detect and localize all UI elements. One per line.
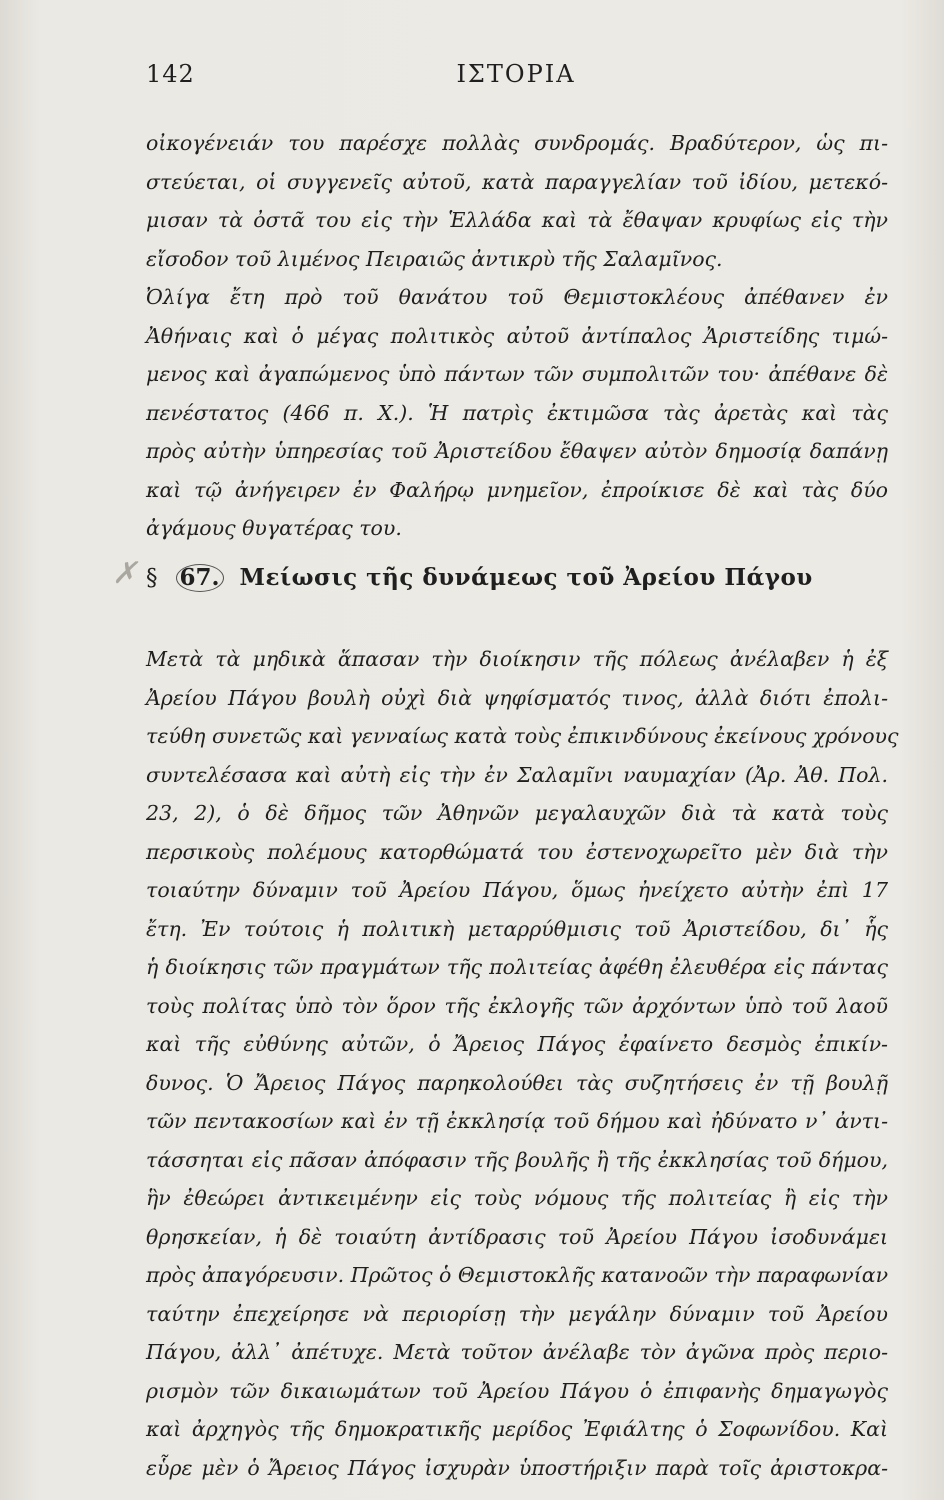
text-line: ταύτην ἐπεχείρησε νὰ περιορίσῃ τὴν μεγάλην δύναμιν τοῦ Ἀρείου: [146, 1301, 888, 1326]
text-line: Πάγου, ἀλλ᾽ ἀπέτυχε. Μετὰ τοῦτον ἀνέλαβε τὸν ἀγῶνα πρὸς περιο-: [146, 1340, 888, 1364]
text-line: πρὸς ἀπαγόρευσιν. Πρῶτος ὁ Θεμιστοκλῆς κατανοῶν τὴν παραφωνίαν: [146, 1263, 889, 1287]
text-line: καὶ τῆς εὐθύνης αὐτῶν, ὁ Ἄρειος Πάγος ἐφαίνετο δεσμὸς ἐπικίν-: [146, 1032, 888, 1056]
text-line: καὶ τῷ ἀνήγειρεν ἐν Φαλήρῳ μνημεῖον, ἐπροίκισε δὲ καὶ τὰς δύο: [146, 477, 888, 502]
running-title: ΙΣΤΟΡΙΑ: [456, 60, 576, 88]
text-line: πενέστατος (466 π. Χ.). Ἡ πατρὶς ἐκτιμῶσα τὰς ἀρετὰς καὶ τὰς: [146, 400, 888, 425]
pencil-margin-mark: ✗: [112, 556, 138, 591]
text-line: ἡ διοίκησις τῶν πραγμάτων τῆς πολιτείας ἀφέθη ἐλευθέρα εἰς πάντας: [146, 955, 888, 979]
text-line: ἣν ἐθεώρει ἀντικειμένην εἰς τοὺς νόμους τῆς πολιτείας ἢ εἰς τὴν: [146, 1186, 888, 1210]
section-title: Μείωσις τῆς δυνάμεως τοῦ Ἀρείου Πάγου: [239, 564, 813, 591]
text-line: εὗρε μὲν ὁ Ἄρειος Πάγος ἰσχυρὰν ὑποστήριξιν παρὰ τοῖς ἀριστοκρα-: [146, 1455, 888, 1480]
text-line: Ἀθήναις καὶ ὁ μέγας πολιτικὸς αὐτοῦ ἀντίπαλος Ἀριστείδης τιμώ-: [146, 323, 888, 348]
text-line: Ἀρείου Πάγου βουλὴ οὐχὶ διὰ ψηφίσματός τινος, ἀλλὰ διότι ἐπολι-: [146, 685, 888, 710]
text-line: τάσσηται εἰς πᾶσαν ἀπόφασιν τῆς βουλῆς ἢ τῆς ἐκκλησίας τοῦ δήμου,: [146, 1147, 888, 1172]
text-line: μενος καὶ ἀγαπώμενος ὑπὸ πάντων τῶν συμπολιτῶν του· ἀπέθανε δὲ: [146, 362, 888, 386]
section-number: 67.: [176, 564, 224, 592]
text-line: 23, 2), ὁ δὲ δῆμος τῶν Ἀθηνῶν μεγαλαυχῶν διὰ τὰ κατὰ τοὺς: [146, 801, 888, 825]
text-line: περσικοὺς πολέμους κατορθώματά του ἐστενοχωρεῖτο μὲν διὰ τὴν: [146, 839, 888, 864]
text-line: ἀγάμους θυγατέρας του.: [146, 516, 402, 540]
text-line: συντελέσασα καὶ αὐτὴ εἰς τὴν ἐν Σαλαμῖνι ναυμαχίαν (Ἀρ. Ἀθ. Πολ.: [146, 762, 888, 787]
text-line: θρησκείαν, ἡ δὲ τοιαύτη ἀντίδρασις τοῦ Ἀρείου Πάγου ἰσοδυνάμει: [146, 1224, 888, 1249]
section-sign: §: [146, 565, 158, 591]
page-number: 142: [146, 60, 195, 88]
paragraph-aristeides: [146, 124, 888, 548]
text-line: πρὸς αὐτὴν ὑπηρεσίας τοῦ Ἀριστείδου ἔθαψεν αὐτὸν δημοσίᾳ δαπάνῃ: [146, 439, 888, 463]
text-line: μισαν τὰ ὀστᾶ του εἰς τὴν Ἑλλάδα καὶ τὰ ἔθαψαν κρυφίως εἰς τὴν: [146, 208, 888, 232]
text-line: καὶ ἀρχηγὸς τῆς δημοκρατικῆς μερίδος Ἐφιάλτης ὁ Σοφωνίδου. Καὶ: [146, 1417, 888, 1441]
text-line: Ὀλίγα ἔτη πρὸ τοῦ θανάτου τοῦ Θεμιστοκλέους ἀπέθανεν ἐν: [146, 285, 888, 309]
text-line: ρισμὸν τῶν δικαιωμάτων τοῦ Ἀρείου Πάγου ὁ ἐπιφανὴς δημαγωγὸς: [146, 1378, 888, 1403]
text-line: οἰκογένειάν του παρέσχε πολλὰς συνδρομάς. Βραδύτερον, ὡς πι-: [146, 131, 888, 155]
text-line: Μετὰ τὰ μηδικὰ ἅπασαν τὴν διοίκησιν τῆς πόλεως ἀνέλαβεν ἡ ἐξ: [146, 647, 888, 671]
text-line: τοὺς πολίτας ὑπὸ τὸν ὅρον τῆς ἐκλογῆς τῶν ἀρχόντων ὑπὸ τοῦ λαοῦ: [146, 993, 888, 1018]
section-heading: [146, 556, 888, 600]
text-line: τοιαύτην δύναμιν τοῦ Ἀρείου Πάγου, ὅμως ἠνείχετο αὐτὴν ἐπὶ 17: [146, 878, 888, 902]
page-header: [146, 60, 886, 100]
text-line: δυνος. Ὁ Ἄρειος Πάγος παρηκολούθει τὰς συζητήσεις ἐν τῇ βουλῇ: [146, 1070, 888, 1095]
text-line: εἴσοδον τοῦ λιμένος Πειραιῶς ἀντικρὺ τῆς Σαλαμῖνος.: [146, 246, 723, 271]
text-line: στεύεται, οἱ συγγενεῖς αὐτοῦ, κατὰ παραγγελίαν τοῦ ἰδίου, μετεκό-: [146, 169, 888, 194]
paragraph-areopagus: [146, 640, 899, 1487]
text-line: ἔτη. Ἐν τούτοις ἡ πολιτικὴ μεταρρύθμισις τοῦ Ἀριστείδου, δι᾽ ἧς: [146, 916, 888, 941]
text-line: τεύθη συνετῶς καὶ γενναίως κατὰ τοὺς ἐπικινδύνους ἐκείνους χρόνους: [146, 724, 899, 748]
text-line: τῶν πεντακοσίων καὶ ἐν τῇ ἐκκλησίᾳ τοῦ δήμου καὶ ἠδύνατο ν᾽ ἀντι-: [146, 1109, 888, 1133]
